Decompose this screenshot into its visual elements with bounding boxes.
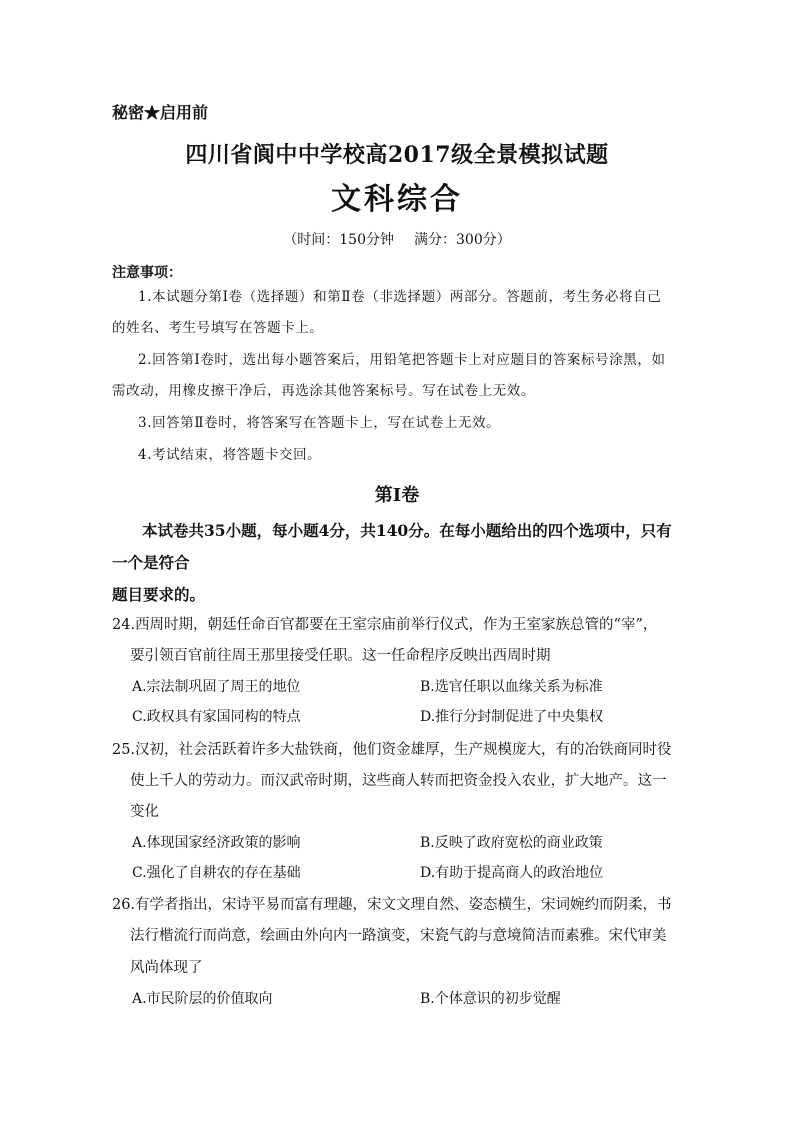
question-25-option-b: B.反映了政府宽松的商业政策 [420, 835, 603, 851]
question-24-option-a: A.宗法制巩固了周王的地位 [132, 679, 301, 695]
full-score: 满分：300分） [414, 232, 511, 248]
note-item-2-line-1: 2.回答第Ⅰ卷时，选出每小题答案后，用铅笔把答题卡上对应题目的答案标号涂黑，如 [138, 352, 666, 368]
subject-title: 文科综合 [331, 182, 463, 217]
question-24-stem-line-1: 24.西周时期，朝廷任命百官都要在王室宗庙前举行仪式，作为王室家族总管的“宰”， [112, 617, 658, 633]
note-item-3 [112, 408, 680, 439]
note-item-3-text: 3.回答第Ⅱ卷时，将答案写在答题卡上，写在试卷上无效。 [138, 415, 501, 431]
question-24-option-d: D.推行分封制促进了中央集权 [420, 709, 604, 725]
question-26-stem-line-2: 法行楷流行而尚意，绘画由外向内一路演变，宋瓷气韵与意境简洁而素雅。宋代审美 [130, 928, 667, 944]
question-26-stem-line-3: 风尚体现了 [130, 960, 203, 976]
exam-title: 四川省阆中中学校高2017级全景模拟试题 [185, 142, 609, 168]
notes-heading: 注意事项： [112, 265, 182, 281]
note-item-4-text: 4.考试结束，将答题卡交回。 [138, 447, 322, 463]
question-24-option-b: B.选官任职以血缘关系为标准 [420, 679, 603, 695]
question-26-stem-line-1: 26.有学者指出，宋诗平易而富有理趣，宋文文理自然、姿态横生，宋词婉约而阴柔，书 [112, 897, 672, 913]
section-instructions [112, 515, 682, 611]
question-24-stem-line-2: 要引领百官前往周王那里接受任职。这一任命程序反映出西周时期 [130, 648, 551, 664]
question-25-stem-line-2: 使上千人的劳动力。而汉武帝时期，这些商人转而把资金投入农业，扩大地产。这一 [130, 773, 667, 789]
question-24-option-c: C.政权具有家国同构的特点 [132, 709, 301, 725]
question-25-stem-line-1: 25.汉初，社会活跃着许多大盐铁商，他们资金雄厚，生产规模庞大，有的冶铁商同时役 [112, 742, 672, 758]
question-25-option-c: C.强化了自耕农的存在基础 [132, 865, 301, 881]
question-26-option-a: A.市民阶层的价值取向 [132, 991, 273, 1007]
instructions-line-2: 题目要求的。 [112, 585, 206, 604]
time-limit: （时间：150分钟 [283, 232, 394, 248]
instructions-line-1: 本试卷共35小题，每小题4分，共140分。在每小题给出的四个选项中，只有一个是符合 [112, 521, 672, 572]
note-item-2 [112, 345, 680, 407]
note-item-1-line-2: 的姓名、考生号填写在答题卡上。 [112, 320, 324, 336]
time-and-score-info [0, 229, 794, 249]
note-item-2-line-2: 需改动，用橡皮擦干净后，再选涂其他答案标号。写在试卷上无效。 [112, 383, 535, 399]
question-25-stem-line-3: 变化 [130, 804, 159, 820]
question-26-option-b: B.个体意识的初步觉醒 [420, 991, 561, 1007]
question-25-option-d: D.有助于提高商人的政治地位 [420, 865, 604, 881]
note-item-1-line-1: 1.本试题分第Ⅰ卷（选择题）和第Ⅱ卷（非选择题）两部分。答题前，考生务必将自己 [138, 289, 662, 305]
question-25-option-a: A.体现国家经济政策的影响 [132, 835, 301, 851]
note-item-1 [112, 282, 680, 344]
confidentiality-mark: 秘密★启用前 [112, 103, 209, 122]
note-item-4 [112, 440, 680, 471]
section-title: 第Ⅰ卷 [374, 485, 420, 506]
